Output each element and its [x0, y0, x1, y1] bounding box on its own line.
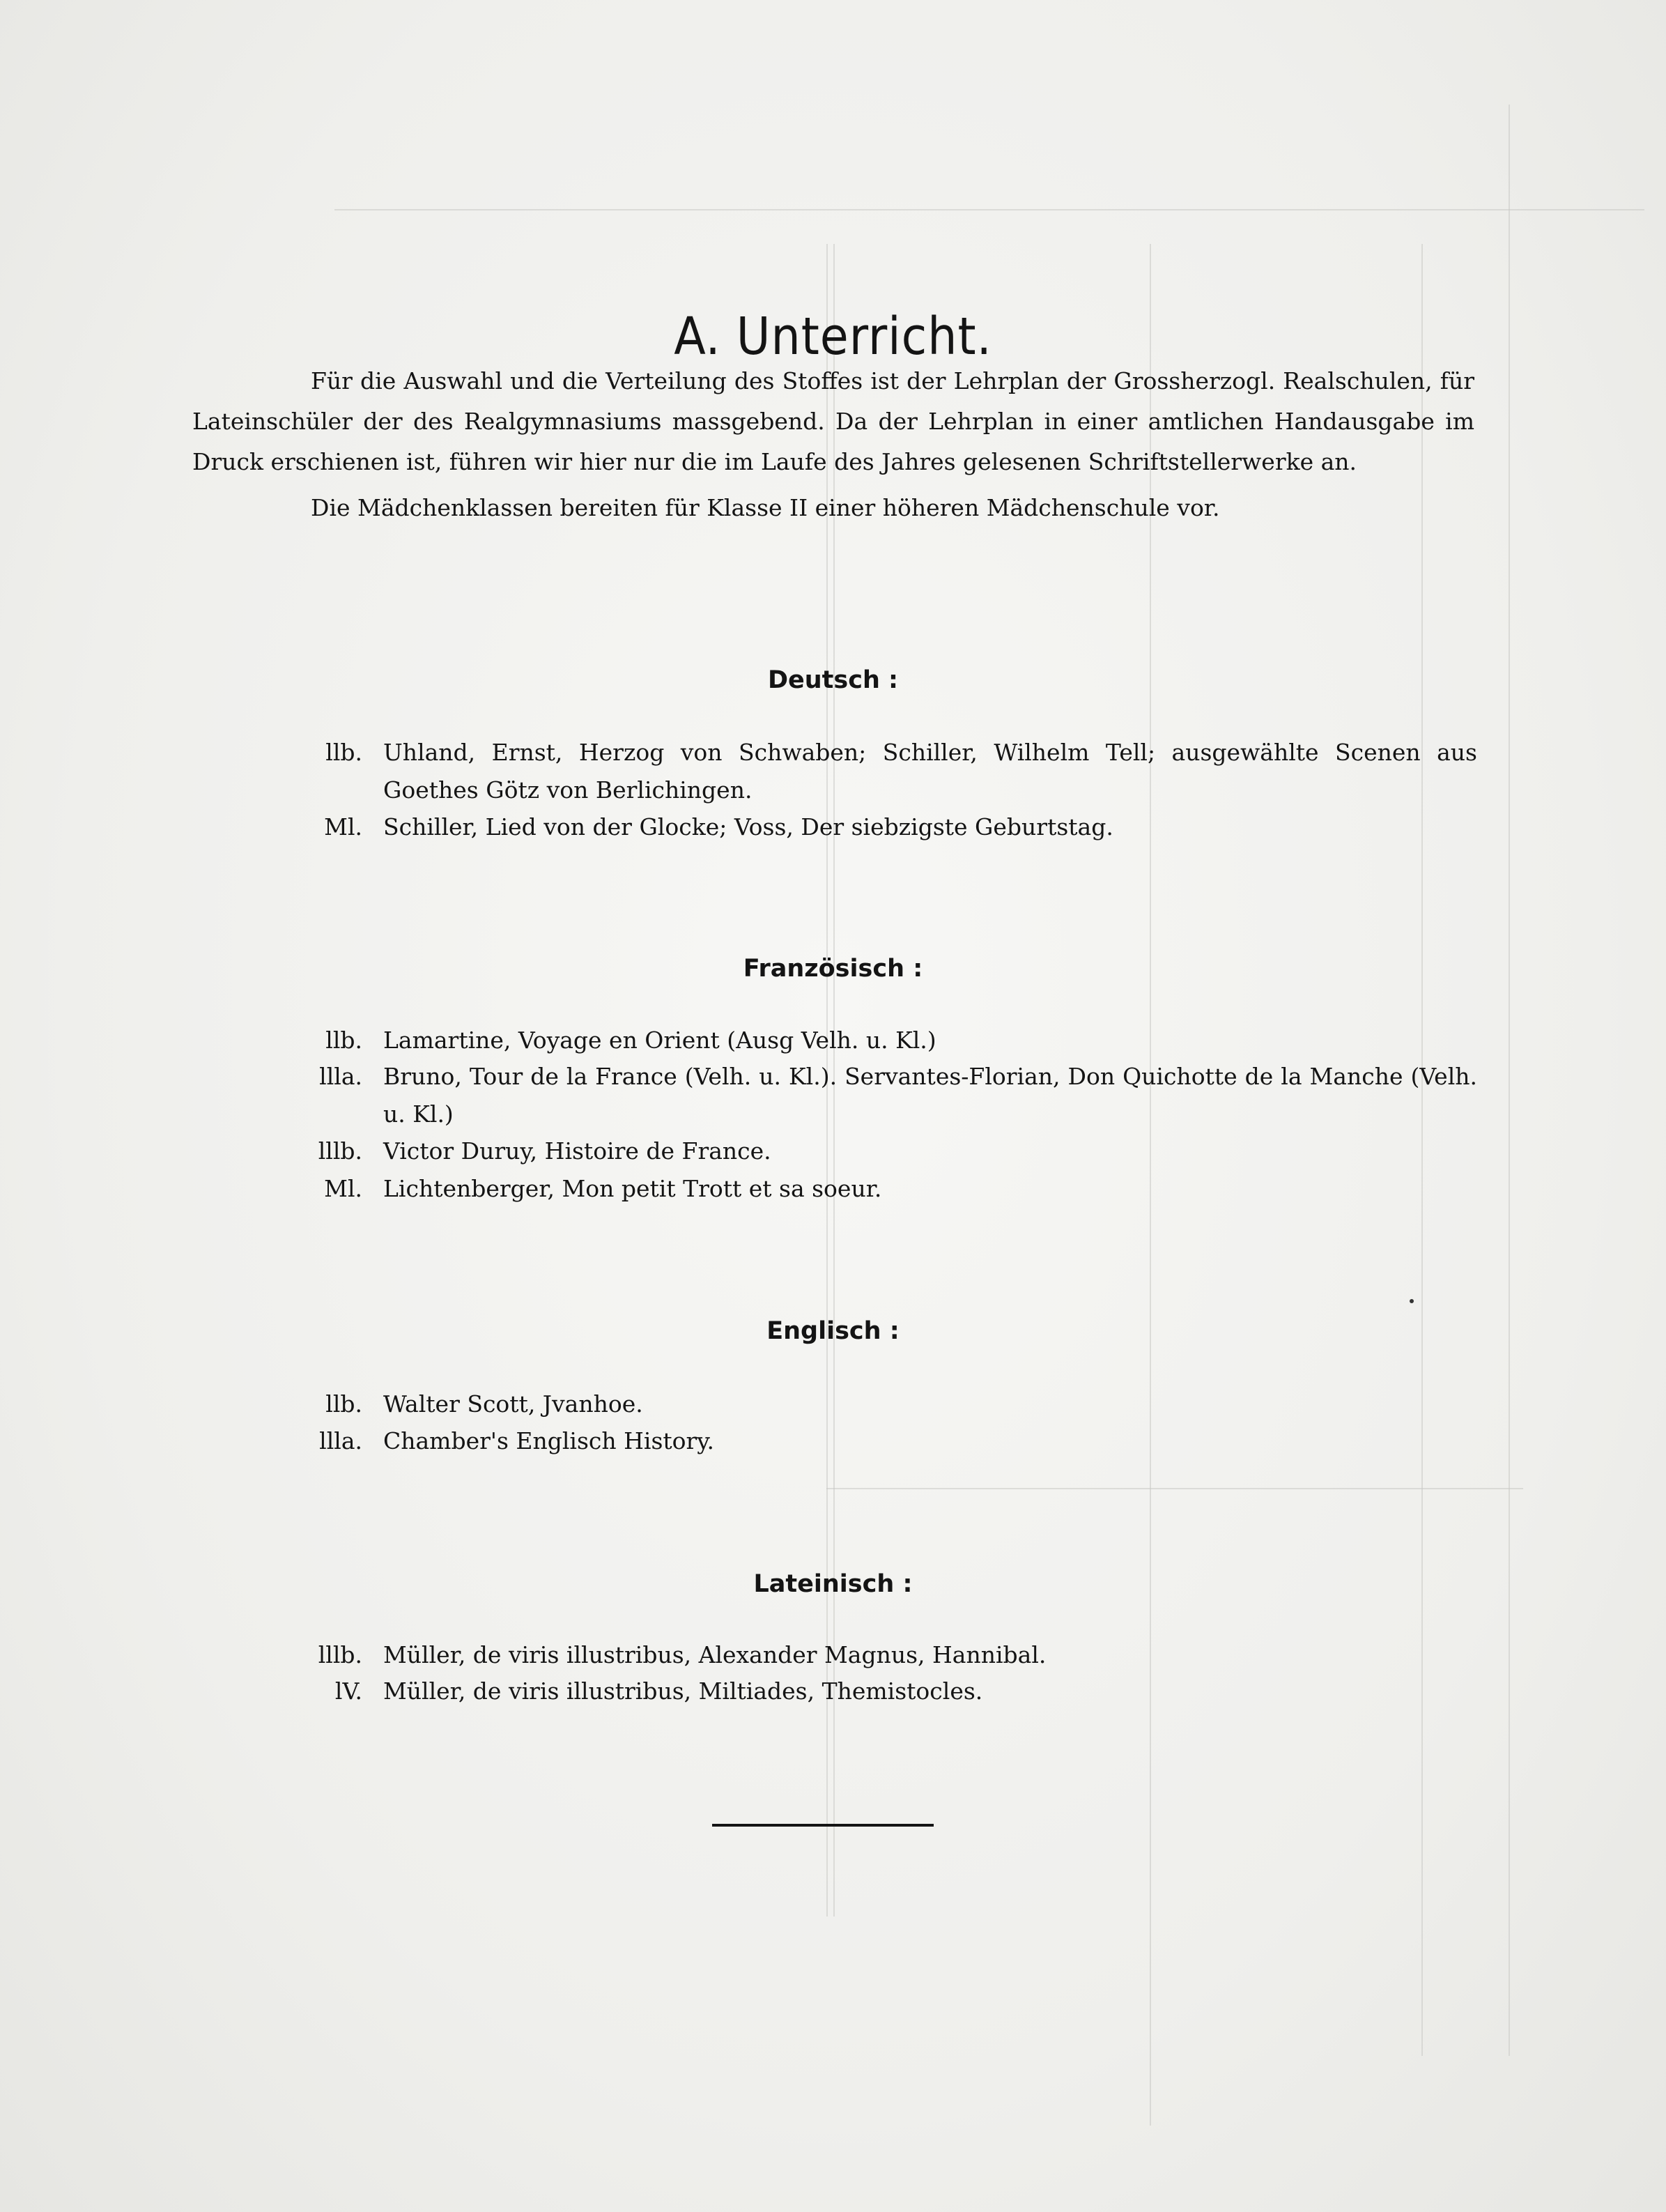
section-heading-lateinisch: Lateinisch :	[753, 1570, 913, 1598]
reading-text: Bruno, Tour de la France (Velh. u. Kl.). Servantes-Florian, Don Quichotte de la Manche (Velh. u. Kl.)	[383, 1063, 1477, 1128]
intro-note: Die Mädchenklassen bereiten für Klasse II einer höheren Mädchenschule vor.	[311, 494, 1220, 521]
reading-text: Uhland, Ernst, Herzog von Schwaben; Schiller, Wilhelm Tell; ausgewählte Scenen aus Goethes Götz von Berlichingen.	[383, 739, 1477, 804]
class-label: llla.	[319, 1063, 362, 1090]
reading-text: Walter Scott, Jvanhoe.	[383, 1390, 643, 1418]
reading-text: Müller, de viris illustribus, Alexander Magnus, Hannibal.	[383, 1641, 1047, 1668]
class-label: lllb.	[318, 1641, 362, 1668]
list-item	[279, 1636, 1477, 1674]
page-title: A. Unterricht.	[674, 306, 992, 367]
list-item	[279, 1132, 1477, 1170]
class-label: llla.	[319, 1427, 362, 1454]
list-item	[279, 1385, 1477, 1423]
reading-text: Lamartine, Voyage en Orient (Ausg Velh. u. Kl.)	[383, 1027, 936, 1054]
class-label: llb.	[325, 1027, 362, 1054]
class-label: lllb.	[318, 1137, 362, 1165]
class-label: Ml.	[324, 813, 362, 840]
reading-text: Victor Duruy, Histoire de France.	[383, 1137, 771, 1165]
bleed-through-rule	[334, 209, 1644, 210]
list-item	[279, 1022, 1477, 1059]
bleed-through-rule	[1509, 105, 1510, 2056]
class-label: llb.	[325, 739, 362, 766]
intro-paragraph: Für die Auswahl und die Verteilung des Stoffes ist der Lehrplan der Grossherzogl. Realschulen, für Lateinschüler der des Realgymnasiums massgebend. Da der Lehrplan in einer amtlichen Handausgabe im Druck erschienen ist, führen wir hier nur die im Laufe des Jahres gelesenen Schriftstellerwerke an.	[192, 367, 1474, 475]
list-item	[279, 1673, 1477, 1710]
list-item	[279, 1058, 1477, 1133]
class-label: lV.	[334, 1677, 362, 1705]
list-item	[279, 1422, 1477, 1460]
section-heading-franzoesisch: Französisch :	[743, 955, 923, 983]
reading-text: Lichtenberger, Mon petit Trott et sa soeur.	[383, 1175, 882, 1202]
section-heading-deutsch: Deutsch :	[767, 666, 899, 694]
intro-text	[192, 361, 1474, 528]
list-item	[279, 808, 1477, 846]
list-item	[279, 734, 1477, 809]
bleed-through-rule	[826, 1488, 1523, 1489]
class-label: llb.	[325, 1390, 362, 1418]
reading-text: Müller, de viris illustribus, Miltiades, Themistocles.	[383, 1677, 983, 1705]
class-label: Ml.	[324, 1175, 362, 1202]
reading-text: Chamber's Englisch History.	[383, 1427, 715, 1454]
stray-dot	[1410, 1299, 1414, 1303]
closing-rule	[712, 1824, 934, 1827]
reading-text: Schiller, Lied von der Glocke; Voss, Der siebzigste Geburtstag.	[383, 813, 1113, 840]
section-heading-englisch: Englisch :	[766, 1317, 900, 1345]
list-item	[279, 1170, 1477, 1208]
